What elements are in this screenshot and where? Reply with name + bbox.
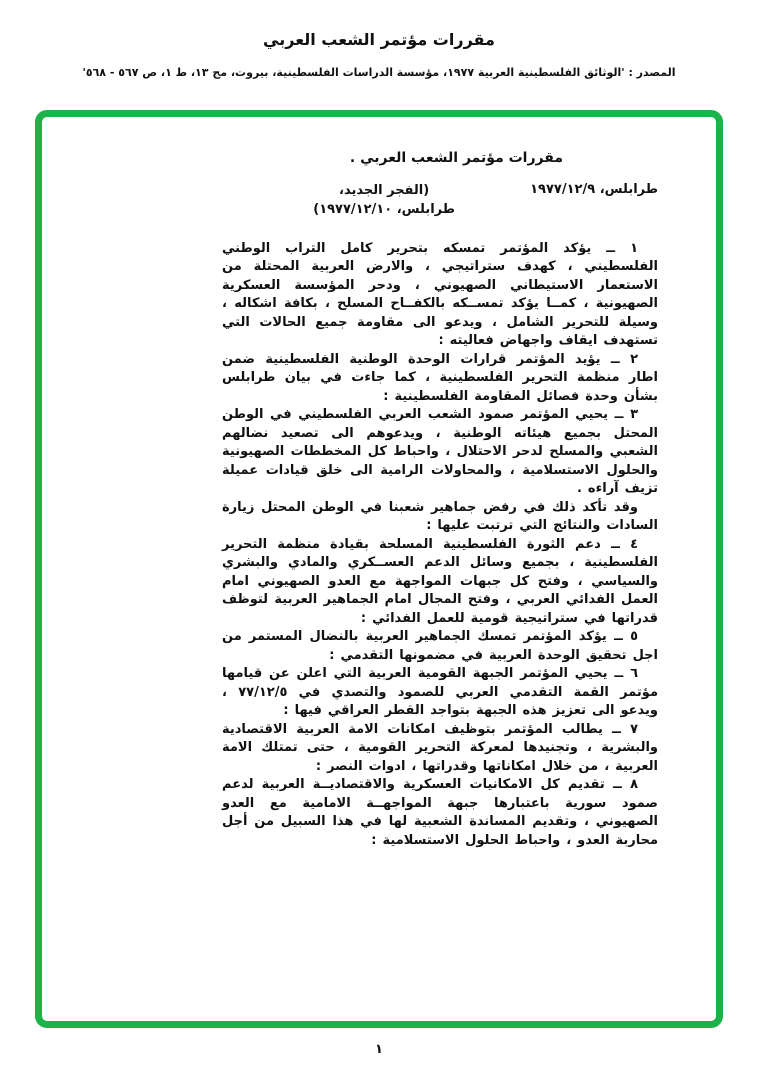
document-body	[222, 240, 658, 851]
doc-paragraph: ٣ ــ يحيي المؤتمر صمود الشعب العربي الفلسطيني في الوطن المحتل بجميع هيئاته الوطنية ، ويدعوهم الى تصعيد نضالهم الشعبي والمسلح لدحر الاحتلال ، واحباط كل المخططات الصهيونية والحلول الاستسلامية ، والمحاولات الرامية الى خلق قيادات عميلة تزيف آراءه .	[222, 407, 658, 497]
page-title: مقررات مؤتمر الشعب العربي	[263, 30, 495, 49]
source-citation: المصدر : 'الوثائق الفلسطينية العربية ١٩٧٧، مؤسسة الدراسات الفلسطينية، بيروت، مج ١٣، ط ١، ص ٥٦٧ - ٥٦٨'	[82, 66, 676, 79]
document-content	[222, 150, 658, 850]
doc-paragraph: ٧ ــ يطالب المؤتمر بتوظيف امكانات الامة العربية الاقتصادية والبشرية ، وتجنيدها لمعركة التحرير القومية ، حتى تمتلك الامة العربية ، من خلال امكاناتها وقدراتها ، ادوات النصر :	[222, 721, 658, 774]
document-title: مقررات مؤتمر الشعب العربي .	[349, 150, 563, 166]
doc-paragraph: ٨ ــ تقديم كل الامكانيات العسكرية والاقتصاديــة العربية لدعم صمود سورية باعتبارها جبهة المواجهــة الامامية مع العدو الصهيوني ، وتقديم المساندة الشعبية لها في هذا السبيل من أجل محاربة العدو ، واحباط الحلول الاستسلامية :	[222, 777, 658, 848]
doc-paragraph: وقد تأكد ذلك في رفض جماهير شعبنا في الوطن المحتل زيارة السادات والنتائج التي ترتبت عليها :	[222, 499, 658, 534]
dateline-place-date: طرابلس، ١٩٧٧/١٢/٩	[530, 182, 658, 197]
page-number: ١	[375, 1042, 383, 1057]
dateline	[222, 182, 658, 220]
doc-paragraph: ٤ ــ دعم الثورة الفلسطينية المسلحة بقيادة منظمة التحرير الفلسطينية ، بجميع وسائل الدعم العســكري والمادي والبشري والسياسي ، وفتح كل جبهات المواجهة مع العدو الصهيوني امام العمل الفدائي العربي ، وفتح المجال امام الجماهير العربية لتوظف قدراتها في ستراتيجية قومية للعمل الفدائي :	[222, 536, 658, 626]
doc-paragraph: ٢ ــ يؤيد المؤتمر قرارات الوحدة الوطنية الفلسطينية ضمن اطار منظمة التحرير الفلسطينية ، كما جاءت في بيان طرابلس بشأن وحدة فصائل المقاومة الفلسطينية :	[222, 351, 658, 404]
doc-paragraph: ١ ــ يؤكد المؤتمر تمسكه بتحرير كامل التراب الوطني الفلسطيني ، كهدف ستراتيجي ، والارض العربية المحتلة من الاستعمار الاستيطاني الصهيوني ، ودحر المؤسسة العسكرية الصهيونية ، كمــا يؤكد تمســكه بالكفــاح المسلح ، بكافة اشكاله ، وسيلة للتحرير الشامل ، ويدعو الى مقاومة جميع الحالات التي تستهدف ايقاف واجهاض فعاليته :	[222, 240, 658, 349]
doc-paragraph: ٥ ــ يؤكد المؤتمر تمسك الجماهير العربية بالنضال المستمر من اجل تحقيق الوحدة العربية في مضمونها التقدمي :	[222, 629, 658, 663]
dateline-publication: (الفجر الجديد، طرابلس، ١٩٧٧/١٢/١٠)	[313, 183, 455, 217]
doc-paragraph: ٦ ــ يحيي المؤتمر الجبهة القومية العربية التي اعلن عن قيامها مؤتمر القمة التقدمي العربي للصمود والتصدي في ٧٧/١٢/٥ ، ويدعو الى تعزيز هذه الجبهة بتواجد القطر العراقي فيها :	[222, 666, 658, 719]
